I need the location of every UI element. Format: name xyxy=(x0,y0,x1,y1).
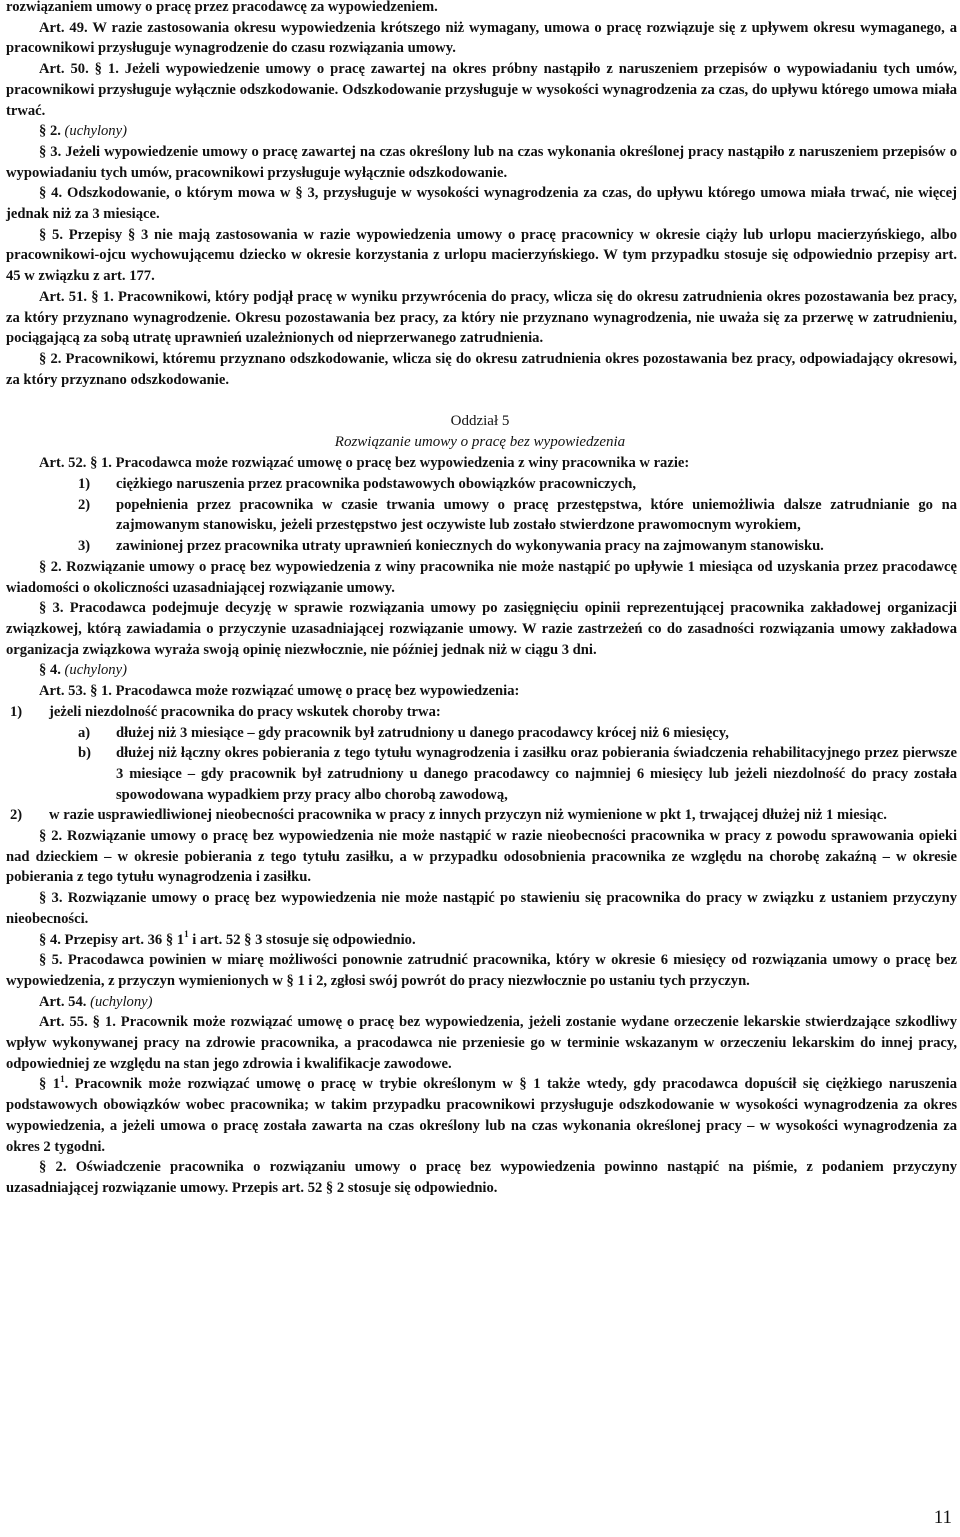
superscript: 1 xyxy=(184,928,189,939)
list-item xyxy=(0,743,960,805)
repealed-note: (uchylony) xyxy=(64,662,127,679)
article-54 xyxy=(0,992,960,1013)
article-55-par-1-1 xyxy=(0,1074,960,1157)
par-text: . Pracownik może rozwiązać umowę o pracę w trybie określonym w § 1 także wtedy, gdy pracodawca dopuścił się ciężkiego naruszenia podstawowych obowiązków wobec pracownika; w takim przypadku pracownikowi przysługuje odszkodowanie w wysokości wynagrodzenia za okres wypowiedzenia, a jeżeli umowa o pracę została zawarta na czas określony lub na czas wykonania określonej pracy – w wysokości wynagrodzenia za okres 2 tygodni. xyxy=(6,1076,957,1155)
list-label: 3) xyxy=(78,538,91,555)
paragraph-continuation: rozwiązaniem umowy o pracę przez pracodawcę za wypowiedzeniem. xyxy=(6,0,438,15)
list-label: 2) xyxy=(78,496,91,513)
section-title: Oddział 5 xyxy=(450,413,510,430)
list-item xyxy=(0,702,960,723)
list-text: popełnienia przez pracownika w czasie trwania umowy o pracę przestępstwa, które uniemożliwia dalsze zatrudnianie go na zajmowanym stanowisku, jeżeli przestępstwo jest oczywiste lub zostało stwierdzone prawomocnym wyrokiem, xyxy=(116,496,957,534)
article-55-par-1: Art. 55. § 1. Pracownik może rozwiązać umowę o pracę bez wypowiedzenia, jeżeli zostanie wydane orzeczenie lekarskie stwierdzające szkodliwy wpływ wykonywanej pracy na zdrowie pracownika, a pracodawca nie przeniesie go w terminie wskazanym w orzeczeniu lekarskim do innej pracy, odpowiedniej ze względu na stan jego zdrowia i kwalifikacje zawodowe. xyxy=(6,1014,957,1072)
section-subtitle: Rozwiązanie umowy o pracę bez wypowiedzenia xyxy=(334,434,626,451)
list-item xyxy=(0,536,960,557)
article-50-par-1: Art. 50. § 1. Jeżeli wypowiedzenie umowy o pracę zawartej na okres próbny nastąpiło z naruszeniem przepisów o wypowiadaniu tych umów, pracownikowi przysługuje wyłącznie odszkodowanie. Odszkodowanie przysługuje w wysokości wynagrodzenia za czas, do upływu którego umowa miała trwać. xyxy=(6,61,957,119)
par-text: § 4. Przepisy art. 36 § 1 xyxy=(39,931,185,948)
article-51-par-2: § 2. Pracownikowi, któremu przyznano odszkodowanie, wlicza się do okresu zatrudnienia okres pozostawania bez pracy, odpowiadający okresowi, za który przyznano odszkodowanie. xyxy=(6,350,957,388)
article-53-par-3: § 3. Rozwiązanie umowy o pracę bez wypowiedzenia nie może nastąpić po stawieniu się pracownika do pracy w związku z ustaniem przyczyny nieobecności. xyxy=(6,890,957,927)
article-53-par-4 xyxy=(0,930,960,951)
article-53-par-1: Art. 53. § 1. Pracodawca może rozwiązać umowę o pracę bez wypowiedzenia: xyxy=(39,683,520,700)
list-label: 1) xyxy=(10,703,23,720)
article-55-par-2: § 2. Oświadczenie pracownika o rozwiązaniu umowy o pracę bez wypowiedzenia powinno nastąpić na piśmie, z podaniem przyczyny uzasadniającej rozwiązanie umowy. Przepis art. 52 § 2 stosuje się odpowiednio. xyxy=(6,1159,957,1196)
list-label: 1) xyxy=(78,476,91,493)
repealed-note: (uchylony) xyxy=(90,993,153,1010)
list-text: ciężkiego naruszenia przez pracownika podstawowych obowiązków pracowniczych, xyxy=(116,476,637,493)
article-50-par-3: § 3. Jeżeli wypowiedzenie umowy o pracę zawartej na czas określony lub na czas wykonania określonej pracy nastąpiło z naruszeniem przepisów o wypowiadaniu tych umów, pracownikowi przysługuje wyłącznie odszkodowanie. xyxy=(6,143,957,181)
list-text: dłużej niż 3 miesiące – gdy pracownik był zatrudniony u danego pracodawcy krócej niż 6 miesięcy, xyxy=(116,724,729,741)
article-50-par-2 xyxy=(0,121,960,142)
article-52-par-3: § 3. Pracodawca podejmuje decyzję w sprawie rozwiązania umowy po zasięgnięciu opinii reprezentującej pracownika zakładowej organizacji związkowej, którą zawiadamia o przyczynie uzasadniającej rozwiązanie umowy. W razie zastrzeżeń co do zasadności rozwiązania umowy zakładowa organizacja związkowa wyraża swoją opinię niezwłocznie, nie później jednak niż w ciągu 3 dni. xyxy=(6,600,957,658)
list-item xyxy=(0,495,960,536)
par-text: § 1 xyxy=(39,1076,61,1093)
par-number: § 2. xyxy=(39,123,61,140)
list-item xyxy=(0,474,960,495)
list-item xyxy=(0,723,960,744)
list-label: a) xyxy=(78,724,91,741)
par-number: § 4. xyxy=(39,662,61,679)
list-text: w razie usprawiedliwionej nieobecności pracownika w pracy z innych przyczyn niż wymienione w pkt 1, trwającej dłużej niż 1 miesiąc. xyxy=(49,807,887,824)
list-label: 2) xyxy=(10,807,23,824)
article-52-par-2: § 2. Rozwiązanie umowy o pracę bez wypowiedzenia z winy pracownika nie może nastąpić po upływie 1 miesiąca od uzyskania przez pracodawcę wiadomości o okoliczności uzasadniającej rozwiązanie umowy. xyxy=(6,558,957,596)
article-52-par-4 xyxy=(0,660,960,681)
repealed-note: (uchylony) xyxy=(64,123,127,140)
list-item xyxy=(0,805,960,826)
list-text: jeżeli niezdolność pracownika do pracy wskutek choroby trwa: xyxy=(49,703,441,720)
article-49: Art. 49. W razie zastosowania okresu wypowiedzenia krótszego niż wymagany, umowa o pracę rozwiązuje się z upływem okresu wymaganego, a pracownikowi przysługuje wynagrodzenie do czasu rozwiązania umowy. xyxy=(6,19,957,57)
article-50-par-5: § 5. Przepisy § 3 nie mają zastosowania w razie wypowiedzenia umowy o pracę pracownicy w okresie ciąży lub urlopu macierzyńskiego, albo pracownikowi-ojcu wychowującemu dziecko w okresie korzystania z urlopu macierzyńskiego. W tym przypadku stosuje się odpowiednio przepisy art. 45 w związku z art. 177. xyxy=(6,226,957,285)
article-number: Art. 54. xyxy=(39,993,87,1010)
article-52-par-1: Art. 52. § 1. Pracodawca może rozwiązać umowę o pracę bez wypowiedzenia z winy pracownika w razie: xyxy=(39,455,690,472)
spacer xyxy=(0,390,960,411)
article-51-par-1: Art. 51. § 1. Pracownikowi, który podjął pracę w wyniku przywrócenia do pracy, wlicza się do okresu zatrudnienia okres pozostawania bez pracy, za który przyznano wynagrodzenie. Okresu pozostawania bez pracy, za który nie przyznano wynagrodzenia, nie uważa się za przerwę w zatrudnieniu, pociągającą za sobą utratę uprawnień uzależnionych od nieprzerwanego zatrudnienia. xyxy=(6,288,957,347)
article-53-par-2: § 2. Rozwiązanie umowy o pracę bez wypowiedzenia nie może nastąpić w razie nieobecności pracownika w pracy z powodu sprawowania opieki nad dzieckiem – w okresie pobierania z tego tytułu zasiłku, a w przypadku odosobnienia pracownika ze względu na chorobę zakaźną – w okresie pobierania z tego tytułu wynagrodzenia i zasiłku. xyxy=(6,828,957,886)
list-text: dłużej niż łączny okres pobierania z tego tytułu wynagrodzenia i zasiłku oraz pobierania świadczenia rehabilitacyjnego przez pierwsze 3 miesiące – gdy pracownik był zatrudniony u danego pracodawcy co najmniej 6 miesięcy lub jeżeli niezdolność do pracy została spowodowana wypadkiem przy pracy albo chorobą zawodową, xyxy=(116,745,957,803)
par-text: i art. 52 § 3 stosuje się odpowiednio. xyxy=(188,931,416,948)
list-text: zawinionej przez pracownika utraty uprawnień koniecznych do wykonywania pracy na zajmowanym stanowisku. xyxy=(116,538,824,555)
article-50-par-4: § 4. Odszkodowanie, o którym mowa w § 3, przysługuje w wysokości wynagrodzenia za czas, do upływu którego umowa miała trwać, nie więcej jednak niż za 3 miesiące. xyxy=(6,185,957,223)
superscript: 1 xyxy=(60,1073,65,1084)
list-label: b) xyxy=(78,745,91,762)
page-number: 11 xyxy=(933,1507,952,1528)
article-53-par-5: § 5. Pracodawca powinien w miarę możliwości ponownie zatrudnić pracownika, który w okresie 6 miesięcy od rozwiązania umowy o pracę bez wypowiedzenia, z przyczyn wymienionych w § 1 i 2, zgłosi swój powrót do pracy niezwłocznie po ustaniu tych przyczyn. xyxy=(6,952,957,989)
